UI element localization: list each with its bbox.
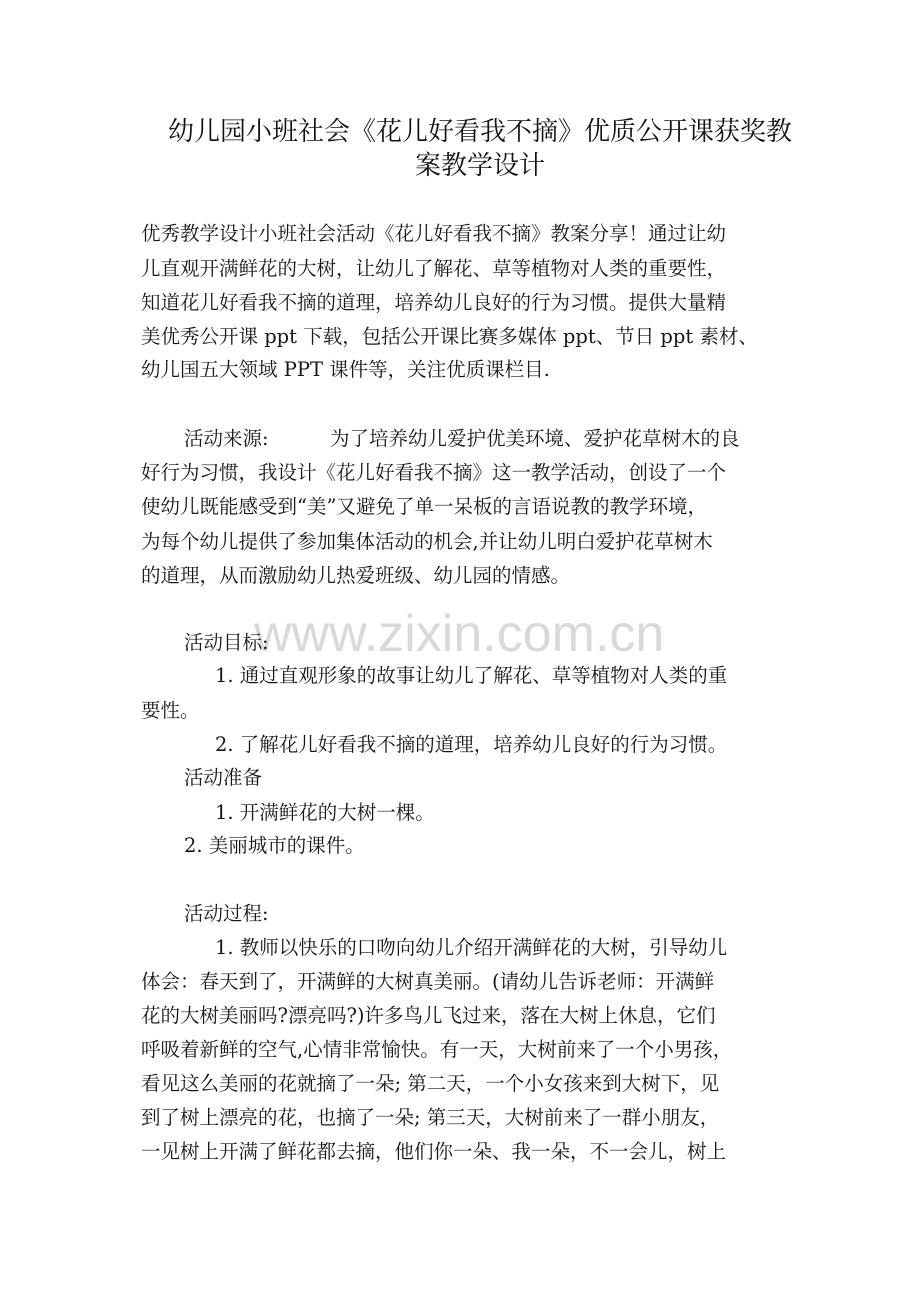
goal-item-1-line-1: 1. 通过直观形象的故事让幼儿了解花、草等植物对人类的重 [215,664,728,687]
document-title-line-2: 案教学设计 [414,151,545,181]
goal-item-1-line-2: 要性。 [141,699,200,722]
document-title-line-1: 幼儿园小班社会《花儿好看我不摘》优质公开课获奖教 [167,117,792,147]
intro-line: 美优秀公开课 ppt 下载，包括公开课比赛多媒体 ppt、节日 ppt 素材、 [141,325,758,348]
source-first-line: 为了培养幼儿爱护优美环境、爱护花草树木的良 [330,427,740,450]
source-line: 好行为习惯，我设计《花儿好看我不摘》这一教学活动，创设了一个 [141,461,727,484]
process-line: 体会：春天到了，开满鲜的大树真美丽。(请幼儿告诉老师：开满鲜 [141,970,715,993]
process-line: 看见这么美丽的花就摘了一朵; 第二天，一个小女孩来到大树下，见 [141,1072,720,1095]
process-line: 呼吸着新鲜的空气,心情非常愉快。有一天，大树前来了一个小男孩， [141,1038,733,1061]
source-line: 使幼儿既能感受到“美”又避免了单一呆板的言语说教的教学环境， [141,495,707,518]
process-line: 一见树上开满了鲜花都去摘，他们你一朵、我一朵，不一会儿，树上 [141,1140,727,1163]
prep-item-2: 2. 美丽城市的课件。 [184,834,365,857]
section-label-source: 活动来源: [184,427,269,450]
section-label-goals: 活动目标: [184,631,269,654]
process-line: 到了树上漂亮的花，也摘了一朵; 第三天，大树前来了一群小朋友， [141,1106,720,1129]
source-line: 的道理，从而激励幼儿热爱班级、幼儿园的情感。 [141,564,571,587]
watermark: www.zixin.com.cn [254,605,665,663]
intro-line: 幼儿国五大领域 PPT 课件等，关注优质课栏目. [141,358,550,381]
process-line: 1. 教师以快乐的口吻向幼儿介绍开满鲜花的大树，引导幼儿 [215,936,728,959]
intro-line: 儿直观开满鲜花的大树，让幼儿了解花、草等植物对人类的重要性， [141,257,727,280]
intro-line: 优秀教学设计小班社会活动《花儿好看我不摘》教案分享！通过让幼 [141,222,727,245]
source-line: 为每个幼儿提供了参加集体活动的机会,并让幼儿明白爱护花草树木 [141,530,713,553]
section-label-prep: 活动准备 [184,766,263,789]
goal-item-2: 2. 了解花儿好看我不摘的道理，培养幼儿良好的行为习惯。 [215,733,728,756]
section-label-process: 活动过程: [184,902,269,925]
process-line: 花的大树美丽吗?漂亮吗?)许多鸟儿飞过来，落在大树上休息，它们 [141,1004,716,1027]
intro-line: 知道花儿好看我不摘的道理，培养幼儿良好的行为习惯。提供大量精 [141,291,727,314]
prep-item-1: 1. 开满鲜花的大树一棵。 [215,801,435,824]
